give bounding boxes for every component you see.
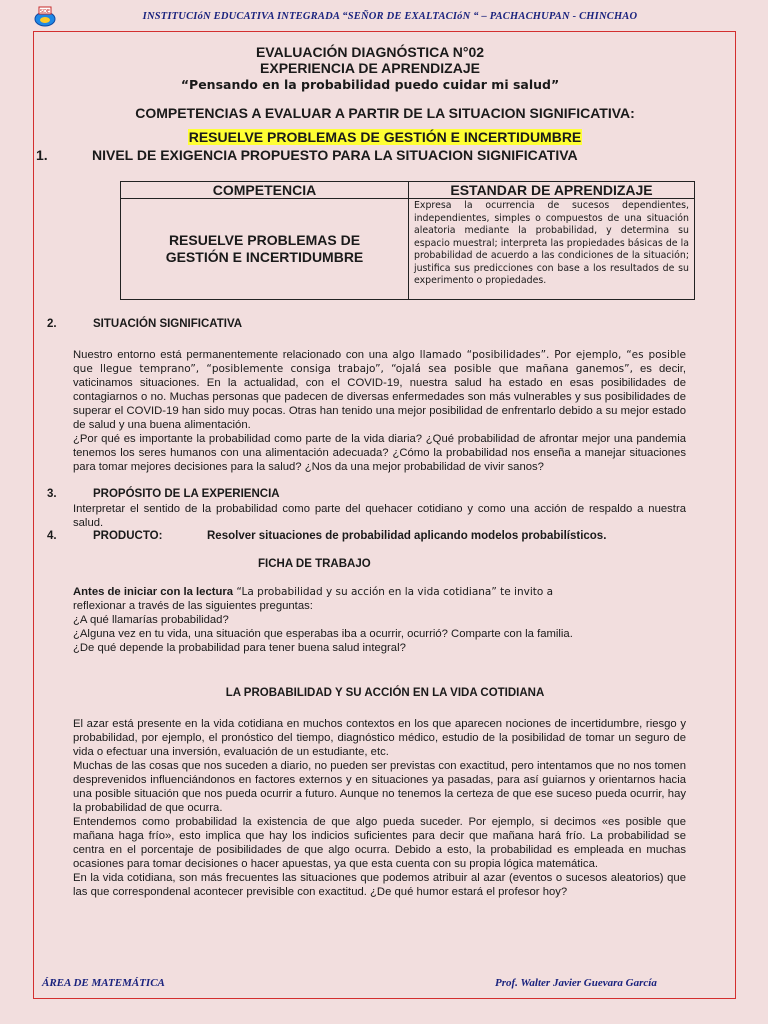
question-3: ¿De qué depende la probabilidad para tener buena salud integral?: [73, 642, 406, 654]
table-header-competencia: COMPETENCIA: [121, 182, 409, 199]
competencias-heading: COMPETENCIAS A EVALUAR A PARTIR DE LA SITUACION SIGNIFICATIVA:: [135, 105, 635, 121]
proposito-text: Interpretar el sentido de la probabilidad como parte del quehacer cotidiano y como una acción de respaldo a nuestra salud.: [73, 503, 686, 529]
standards-table: [120, 181, 695, 300]
question-1: ¿A qué llamarías probabilidad?: [73, 614, 229, 626]
section-2-heading: 2. SITUACIÓN SIGNIFICATIVA: [47, 318, 243, 330]
page-tagline: “Pensando en la probabilidad puedo cuidar mi salud”: [180, 77, 560, 92]
institution-header: INSTITUCIóN EDUCATIVA INTEGRADA “SEÑOR DE EXALTACIóN “ – PACHACHUPAN - CHINCHAO: [142, 11, 638, 22]
table-header-estandar: ESTANDAR DE APRENDIZAJE: [409, 182, 695, 199]
table-row: [121, 199, 695, 300]
competencia-cell: RESUELVE PROBLEMAS DE GESTIÓN E INCERTIDUMBRE: [121, 199, 409, 300]
highlighted-competence: RESUELVE PROBLEMAS DE GESTIÓN E INCERTIDUMBRE: [188, 129, 582, 145]
section-3-heading: 3. PROPÓSITO DE LA EXPERIENCIA: [47, 488, 280, 500]
section-1-heading: 1. NIVEL DE EXIGENCIA PROPUESTO PARA LA SITUACION SIGNIFICATIVA: [36, 147, 578, 163]
situacion-text: Nuestro entorno está permanentemente relacionado con una algo llamado “posibilidades”. Por ejemplo, “es posible que llegue temprano”, “posiblemente consiga trabajo”, “ojalá sea posible que mañana ganemos”, es decir, vaticinamos situaciones. En la actualidad, con el COVID-19, nuestra salud ha estado en esas posibilidades de contagiarnos o no. Muchas personas que padecen de diversas enfermedades son más vulnerables y sus posibilidades de superar el COVID-19 han sido muy pocas. Otras han tenido una mejor posibilidad de enfrentarlo debido a su mejor estado de salud y una buena alimentación. ¿Por qué es importante la probabilidad como parte de la vida diaria? ¿Qué probabilidad de afrontar mejor una pandemia tenemos los seres humanos con una alimentación adecuada? ¿Cómo la probabilidad nos enseña a manejar situaciones para tomar mejores decisiones para la salud? ¿Nos da una mejor probabilidad de vivir sanos?: [73, 349, 687, 473]
footer-area: ÁREA DE MATEMÁTICA: [42, 977, 165, 989]
ficha-title: FICHA DE TRABAJO: [258, 558, 371, 570]
estandar-cell: Expresa la ocurrencia de sucesos dependientes, independientes, simples o compuestos de una situación aleatoria mediante la probabilidad, y determina su espacio muestral; interpreta las propiedades básicas de la probabilidad de acuerdo a las condiciones de la situación; justifica sus predicciones con base a los resultados de su experimento o propiedades.: [409, 199, 695, 300]
reading-title: LA PROBABILIDAD Y SU ACCIÓN EN LA VIDA COTIDIANA: [225, 687, 545, 699]
school-logo-icon: [33, 4, 57, 28]
question-2: ¿Alguna vez en tu vida, una situación que esperabas iba a ocurrir, ocurrió? Comparte con la familia.: [73, 628, 573, 640]
page-title: EVALUACIÓN DIAGNÓSTICA N°02: [255, 44, 485, 60]
svg-text:SDE: SDE: [39, 9, 51, 15]
footer-teacher: Prof. Walter Javier Guevara García: [495, 977, 657, 989]
reading-text: El azar está presente en la vida cotidiana en muchos contextos en los que aparecen nociones de incertidumbre, riesgo y probabilidad, por ejemplo, el pronóstico del tiempo, diagnóstico médico, estudio de la posibilidad de tomar un seguro de vida o efectuar una inversión, evaluación de un estudiante, etc. Muchas de las cosas que nos suceden a diario, no pueden ser previstas con exactitud, pero intentamos que no nos tomen desprevenidos influenciándonos en factores externos y en situaciones ya pasadas, para así guiarnos y orientarnos hacia una posible situación que nos pueda ocurrir a futuro. Aunque no tenemos la certeza de que ese suceso pueda ocurrir, hay la probabilidad de que ocurra. Entendemos como probabilidad la existencia de que algo pueda suceder. Por ejemplo, si decimos «es posible que mañana haga frío», esto implica que hay los indicios suficientes para decir que mañana hará frío. La probabilidad se centra en el porcentaje de posibilidades de que algo ocurra. Debido a esto, la probabilidad es empleada en muchas ocasiones para tomar decisiones o hacer apuestas, ya que esta cuenta con su propia lógica matemática. En la vida cotidiana, son más frecuentes las situaciones que podemos atribuir al azar (eventos o sucesos aleatorios) que las que correspondenal acontecer previsible con exactitud. ¿De qué humor estará el profesor hoy?: [73, 718, 686, 898]
ficha-intro: Antes de iniciar con la lectura “La probabilidad y su acción en la vida cotidiana” te invito a reflexionar a través de las siguientes preguntas: ¿A qué llamarías probabilidad? ¿Alguna vez en tu vida, una situación que esperabas iba a ocurrir, ocurrió? Comparte con la familia. ¿De qué depende la probabilidad para tener buena salud integral?: [73, 585, 686, 655]
page-subtitle: EXPERIENCIA DE APRENDIZAJE: [260, 60, 480, 76]
section-4-heading: 4. PRODUCTO: Resolver situaciones de probabilidad aplicando modelos probabilísticos.: [47, 530, 607, 542]
